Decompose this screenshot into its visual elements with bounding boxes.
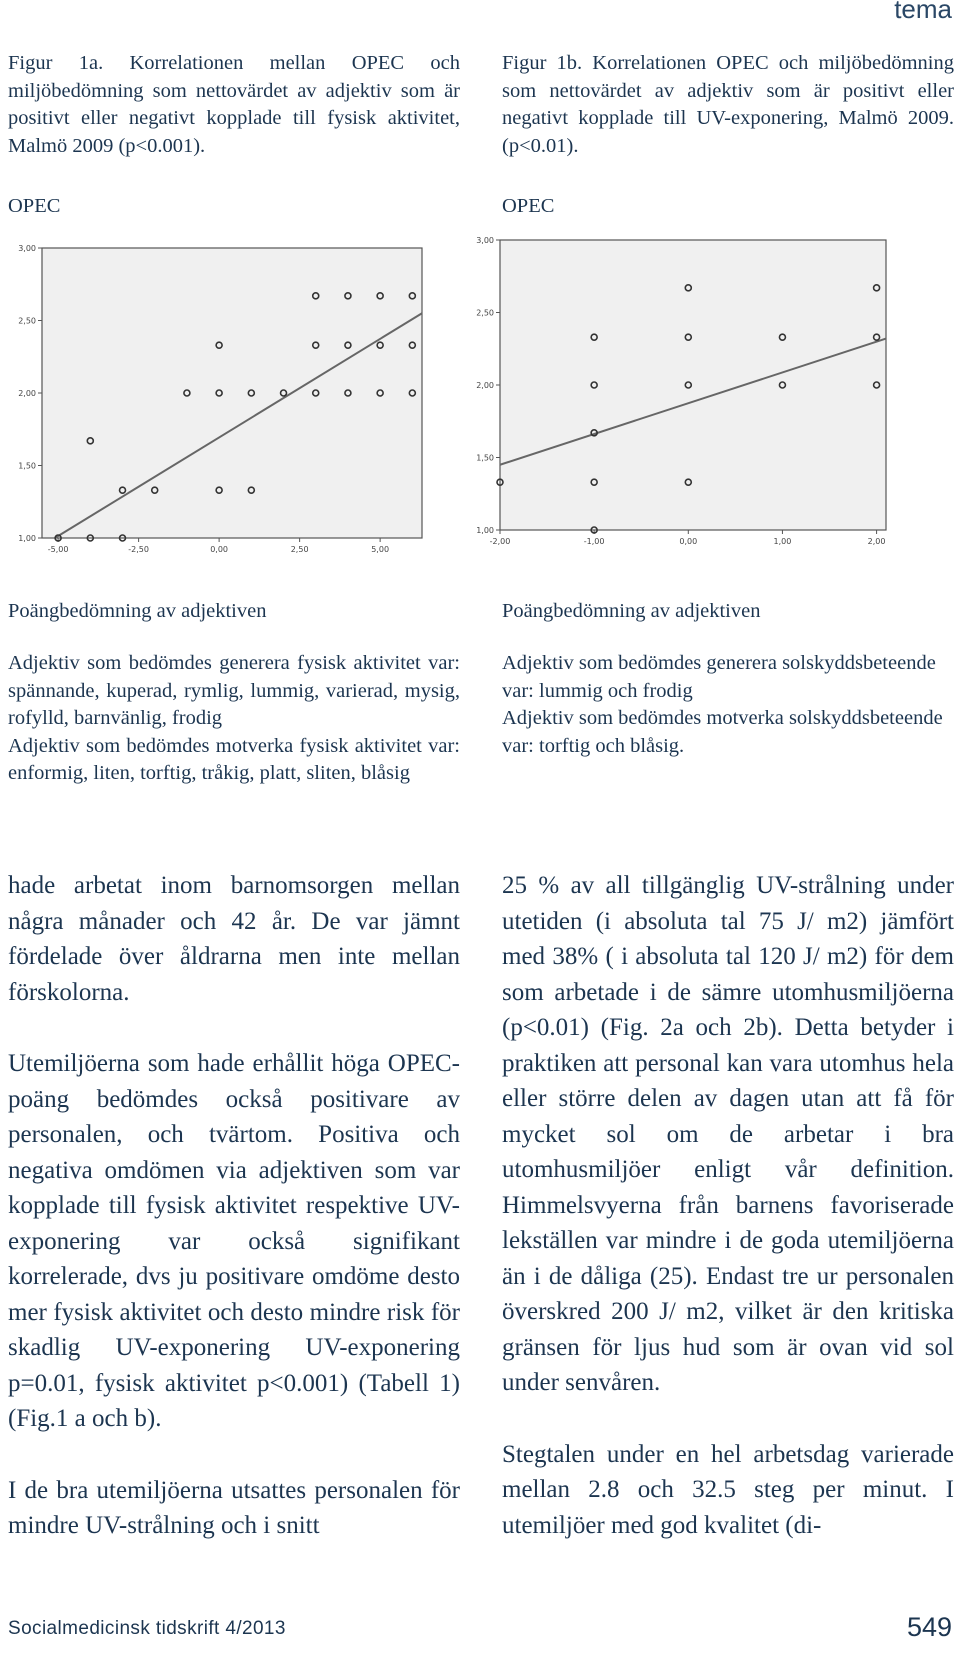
figure-1a-y-title: OPEC (8, 195, 61, 217)
plot-area (500, 240, 886, 530)
x-tick-label: 1,00 (773, 537, 792, 546)
y-tick-label: 2,00 (476, 381, 494, 390)
x-tick-label: -2,50 (128, 545, 149, 554)
paragraph: I de bra utemiljöerna utsattes personalen för mindre UV-strålning och i snitt (8, 1476, 460, 1539)
x-tick-label: 2,00 (867, 537, 886, 546)
figure-1b-x-title: Poängbedömning av adjektiven (502, 600, 761, 622)
adjectives-positive: Adjektiv som bedömdes generera fysisk aktivitet var: spännande, kuperad, rymlig, lummig, varierad, mysig, rofylld, barnvänlig, frodig (8, 652, 460, 729)
figure-1b-svg (466, 232, 892, 562)
paragraph: hade arbetat inom barnomsorgen mellan några månader och 42 år. De var jämnt fördelade över åldrarna men inte mellan förskolorna. (8, 872, 460, 1006)
adjectives-positive: Adjektiv som bedömdes generera solskyddsbeteende var: lummig och frodig (502, 652, 936, 702)
plot-area (42, 248, 422, 538)
paragraph: 25 % av all tillgänglig UV-strålning under utetiden (i absoluta tal 75 J/ m2) jämfört med 38% ( i absoluta tal 120 J/ m2) för dem som arbetade i de sämre utomhusmiljöerna (p<0.01) (Fig. 2a och 2b). Detta betyder i praktiken att personal kan vara utomhus hela eller större delen av dagen utan att få för mycket sol om de arbetar i bra utomhusmiljöer enligt vår definition. Himmelsvyerna från barnens favoriserade lekställen var mindre i de goda utemiljöerna än i de dåliga (25). Endast tre ur personalen överskred 200 J/ m2, vilket är den kritiska gränsen för ljus hud som är ovan vid sol under senvåren. (502, 872, 954, 1396)
y-tick-label: 2,50 (476, 308, 494, 318)
x-tick-label: 0,00 (679, 537, 698, 546)
adjectives-negative: Adjektiv som bedömdes motverka fysisk aktivitet var: enformig, liten, torftig, tråkig, platt, sliten, blåsig (8, 734, 460, 784)
y-tick-label: 2,00 (18, 389, 36, 398)
paragraph: Stegtalen under en hel arbetsdag varierade mellan 2.8 och 32.5 steg per minut. I utemiljöer med god kvalitet (di- (502, 1440, 954, 1539)
page-number: 549 (906, 1612, 952, 1642)
x-tick-label: -5,00 (47, 545, 69, 554)
y-tick-label: 1,50 (18, 461, 36, 471)
x-tick-label: -2,00 (489, 537, 511, 546)
paragraph: Utemiljöerna som hade erhållit höga OPEC-poäng bedömdes också positivare av personalen, och tvärtom. Positiva och negativa omdömen via adjektiven som var kopplade till fysisk aktivitet respektive UV-exponering var också signifikant korrelerade, dvs ju positivare omdöme desto mer fysisk aktivitet och desto mindre risk för skadlig UV-exponering UV-exponering p=0.01, fysisk aktivitet p<0.001) (Tabell 1) (Fig.1 a och b). (8, 1050, 460, 1432)
figure-1b-y-title: OPEC (502, 195, 555, 217)
x-tick-label: 5,00 (371, 545, 390, 554)
section-label: tema (894, 0, 952, 24)
left-body-text (8, 868, 460, 1580)
x-tick-label: 0,00 (210, 545, 229, 554)
y-tick-label: 2,50 (18, 316, 36, 326)
figure-1a-svg (8, 240, 428, 570)
figure-1b-caption: Figur 1b. Korrelationen OPEC och miljöbedömning som nettovärdet av adjektiv som är positivt eller negativt kopplade till UV-exponering, Malmö 2009. (p<0.01). (502, 52, 954, 157)
right-body-text (502, 868, 954, 1579)
y-tick-label: 3,00 (18, 244, 36, 253)
journal-name: Socialmedicinsk tidskrift 4/2013 (8, 1618, 286, 1639)
figure-1a-caption: Figur 1a. Korrelationen mellan OPEC och miljöbedömning som nettovärdet av adjektiv som är positivt eller negativt kopplade till fysisk aktivitet, Malmö 2009 (p<0.001). (8, 52, 460, 157)
figure-1a-adjectives (8, 650, 460, 788)
figure-1b-adjectives (502, 650, 954, 760)
y-tick-label: 1,00 (18, 534, 36, 543)
figure-1b-chart (466, 232, 892, 562)
y-tick-label: 1,50 (476, 453, 494, 463)
figure-1a-x-title: Poängbedömning av adjektiven (8, 600, 267, 622)
y-tick-label: 1,00 (476, 526, 494, 535)
y-tick-label: 3,00 (476, 236, 494, 245)
x-tick-label: 2,50 (290, 545, 309, 554)
adjectives-negative: Adjektiv som bedömdes motverka solskyddsbeteende var: torftig och blåsig. (502, 707, 943, 757)
figure-1a-chart (8, 240, 428, 570)
x-tick-label: -1,00 (583, 537, 605, 546)
